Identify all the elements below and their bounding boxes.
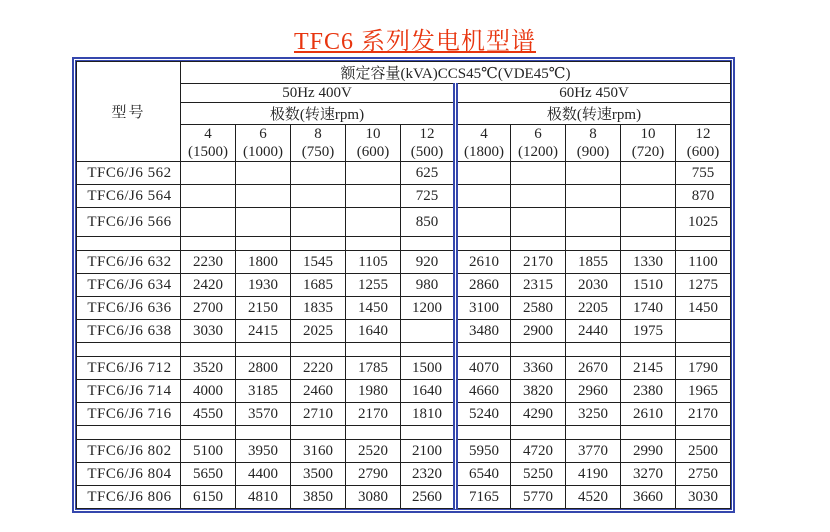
capacity-cell: 2315 [511,274,566,297]
capacity-cell [621,162,676,185]
capacity-cell [456,426,511,440]
pole-rpm: (1500) [188,144,228,160]
pole-header-cell [676,125,731,162]
pole-rpm: (720) [631,144,665,160]
capacity-cell: 2700 [181,297,236,320]
capacity-cell: 2170 [676,403,731,426]
capacity-cell [511,343,566,357]
capacity-cell [676,237,731,251]
capacity-cell: 4550 [181,403,236,426]
capacity-cell [181,185,236,208]
capacity-cell: 6150 [181,486,236,509]
capacity-cell [566,237,621,251]
capacity-cell [511,237,566,251]
capacity-cell [456,162,511,185]
capacity-cell: 1330 [621,251,676,274]
capacity-cell [676,426,731,440]
capacity-cell: 1785 [346,357,401,380]
capacity-cell: 4290 [511,403,566,426]
capacity-cell [346,343,401,357]
capacity-cell: 2170 [511,251,566,274]
capacity-cell: 2710 [291,403,346,426]
capacity-cell: 3030 [181,320,236,343]
pole-rpm: (1000) [243,144,283,160]
table-row [77,208,731,237]
pole-rpm: (1800) [464,144,504,160]
model-cell: TFC6/J6 636 [77,297,181,320]
capacity-cell: 625 [401,162,456,185]
capacity-cell [456,208,511,237]
capacity-cell [511,208,566,237]
pole-header-cell [181,125,236,162]
capacity-cell [291,343,346,357]
capacity-cell: 1930 [236,274,291,297]
capacity-cell: 3030 [676,486,731,509]
pole-header-cell [346,125,401,162]
spacer-row [77,343,731,357]
capacity-cell: 2170 [346,403,401,426]
pole-rpm: (500) [410,144,444,160]
capacity-cell: 3360 [511,357,566,380]
capacity-cell: 4190 [566,463,621,486]
pole-rpm: (600) [686,144,720,160]
pole-count: 12 [695,126,711,142]
capacity-cell: 2900 [511,320,566,343]
capacity-cell [291,208,346,237]
capacity-cell: 3270 [621,463,676,486]
capacity-cell: 1200 [401,297,456,320]
pole-count: 4 [204,126,212,142]
capacity-cell [181,237,236,251]
capacity-cell: 1835 [291,297,346,320]
capacity-cell [346,237,401,251]
capacity-cell [401,237,456,251]
capacity-cell [181,208,236,237]
capacity-cell: 3520 [181,357,236,380]
capacity-cell: 850 [401,208,456,237]
capacity-cell: 3250 [566,403,621,426]
capacity-cell: 1790 [676,357,731,380]
table-row [77,463,731,486]
model-cell [77,237,181,251]
header-row-capacity [77,62,731,84]
capacity-cell: 1105 [346,251,401,274]
capacity-cell: 2380 [621,380,676,403]
capacity-cell: 2670 [566,357,621,380]
capacity-cell: 1685 [291,274,346,297]
capacity-cell: 2100 [401,440,456,463]
model-cell: TFC6/J6 712 [77,357,181,380]
capacity-cell: 1450 [346,297,401,320]
capacity-cell: 2990 [621,440,676,463]
pole-count: 10 [640,126,656,142]
capacity-cell [346,185,401,208]
capacity-cell [291,237,346,251]
model-cell [77,426,181,440]
capacity-cell: 1640 [346,320,401,343]
pole-header-cell [401,125,456,162]
table-row [77,251,731,274]
model-cell: TFC6/J6 804 [77,463,181,486]
capacity-cell [456,343,511,357]
capacity-cell [236,208,291,237]
pole-header-cell [566,125,621,162]
capacity-cell: 1025 [676,208,731,237]
model-cell: TFC6/J6 564 [77,185,181,208]
table-row [77,380,731,403]
capacity-cell [566,208,621,237]
capacity-cell: 2220 [291,357,346,380]
capacity-cell: 2610 [621,403,676,426]
capacity-cell: 3500 [291,463,346,486]
capacity-cell: 3160 [291,440,346,463]
capacity-cell [511,162,566,185]
model-column-header: 型号 [77,62,181,162]
capacity-header: 额定容量(kVA)CCS45℃(VDE45℃) [181,62,731,84]
capacity-cell: 5250 [511,463,566,486]
capacity-cell [401,426,456,440]
capacity-cell: 1740 [621,297,676,320]
capacity-cell: 2500 [676,440,731,463]
capacity-cell: 2860 [456,274,511,297]
capacity-cell: 3100 [456,297,511,320]
table-row [77,440,731,463]
capacity-cell [236,185,291,208]
capacity-cell: 1450 [676,297,731,320]
capacity-cell: 4810 [236,486,291,509]
table-row [77,486,731,509]
capacity-cell: 3080 [346,486,401,509]
capacity-cell [236,343,291,357]
capacity-cell [181,162,236,185]
capacity-cell: 2230 [181,251,236,274]
capacity-cell [621,237,676,251]
capacity-cell: 5240 [456,403,511,426]
pole-header-cell [621,125,676,162]
capacity-cell: 1980 [346,380,401,403]
model-cell: TFC6/J6 566 [77,208,181,237]
generator-spec-table [76,61,731,509]
capacity-cell: 725 [401,185,456,208]
capacity-cell: 6540 [456,463,511,486]
pole-count: 10 [365,126,381,142]
capacity-cell: 3480 [456,320,511,343]
capacity-cell: 2560 [401,486,456,509]
poles-label-60hz: 极数(转速rpm) [456,103,731,125]
table-row [77,185,731,208]
capacity-cell: 980 [401,274,456,297]
capacity-cell: 3950 [236,440,291,463]
page-title: TFC6 系列发电机型谱 [293,29,536,55]
pole-count: 6 [259,126,267,142]
model-cell: TFC6/J6 802 [77,440,181,463]
capacity-cell: 3820 [511,380,566,403]
pole-header-cell [456,125,511,162]
capacity-cell [181,343,236,357]
capacity-cell: 3185 [236,380,291,403]
pole-count: 4 [480,126,488,142]
capacity-cell: 2960 [566,380,621,403]
capacity-cell [566,426,621,440]
capacity-cell: 1965 [676,380,731,403]
capacity-cell: 5100 [181,440,236,463]
spec-table-frame-inner [75,60,732,510]
model-cell: TFC6/J6 632 [77,251,181,274]
pole-count: 12 [419,126,435,142]
model-cell: TFC6/J6 634 [77,274,181,297]
model-cell: TFC6/J6 714 [77,380,181,403]
capacity-cell [346,162,401,185]
table-row [77,320,731,343]
capacity-cell: 1100 [676,251,731,274]
capacity-cell [346,426,401,440]
model-cell: TFC6/J6 716 [77,403,181,426]
capacity-cell [621,208,676,237]
capacity-cell: 920 [401,251,456,274]
pole-count: 8 [589,126,597,142]
capacity-cell: 5770 [511,486,566,509]
capacity-cell: 1975 [621,320,676,343]
capacity-cell: 2145 [621,357,676,380]
capacity-cell: 3660 [621,486,676,509]
table-row [77,403,731,426]
pole-count: 8 [314,126,322,142]
capacity-cell: 3770 [566,440,621,463]
capacity-cell: 2460 [291,380,346,403]
capacity-cell [566,343,621,357]
capacity-cell: 870 [676,185,731,208]
capacity-cell: 2420 [181,274,236,297]
capacity-cell [236,426,291,440]
table-row [77,162,731,185]
capacity-cell [181,426,236,440]
capacity-cell [621,343,676,357]
capacity-cell: 1810 [401,403,456,426]
model-cell: TFC6/J6 562 [77,162,181,185]
capacity-cell: 1510 [621,274,676,297]
pole-rpm: (1200) [518,144,558,160]
capacity-cell: 2750 [676,463,731,486]
spacer-row [77,237,731,251]
model-cell: TFC6/J6 806 [77,486,181,509]
table-row [77,357,731,380]
capacity-cell: 7165 [456,486,511,509]
pole-rpm: (900) [576,144,610,160]
capacity-cell [511,426,566,440]
capacity-cell: 2440 [566,320,621,343]
capacity-cell: 5650 [181,463,236,486]
spacer-row [77,426,731,440]
table-row [77,297,731,320]
pole-rpm: (600) [356,144,390,160]
pole-header-cell [511,125,566,162]
capacity-cell: 4660 [456,380,511,403]
capacity-cell: 2790 [346,463,401,486]
capacity-cell [566,185,621,208]
model-cell: TFC6/J6 638 [77,320,181,343]
capacity-cell: 755 [676,162,731,185]
capacity-cell: 4400 [236,463,291,486]
table-row [77,274,731,297]
capacity-cell [401,320,456,343]
capacity-cell [621,185,676,208]
capacity-cell: 2580 [511,297,566,320]
pole-rpm: (750) [301,144,335,160]
capacity-cell [456,185,511,208]
capacity-cell: 4000 [181,380,236,403]
capacity-cell: 2030 [566,274,621,297]
capacity-cell [511,185,566,208]
capacity-cell: 1275 [676,274,731,297]
capacity-cell [456,237,511,251]
capacity-cell: 2800 [236,357,291,380]
capacity-cell: 4520 [566,486,621,509]
poles-label-50hz: 极数(转速rpm) [181,103,456,125]
capacity-cell: 1640 [401,380,456,403]
capacity-cell: 2025 [291,320,346,343]
capacity-cell: 2205 [566,297,621,320]
capacity-cell: 3570 [236,403,291,426]
capacity-cell: 1545 [291,251,346,274]
capacity-cell [291,426,346,440]
capacity-cell [621,426,676,440]
capacity-cell [346,208,401,237]
capacity-cell: 2320 [401,463,456,486]
freq-header-60hz: 60Hz 450V [456,84,731,103]
capacity-cell [291,162,346,185]
capacity-cell: 5950 [456,440,511,463]
capacity-cell: 4720 [511,440,566,463]
capacity-cell: 1800 [236,251,291,274]
pole-header-cell [236,125,291,162]
capacity-cell: 3850 [291,486,346,509]
capacity-cell: 4070 [456,357,511,380]
capacity-cell [676,320,731,343]
capacity-cell: 1855 [566,251,621,274]
capacity-cell [566,162,621,185]
freq-header-50hz: 50Hz 400V [181,84,456,103]
capacity-cell: 2415 [236,320,291,343]
capacity-cell [401,343,456,357]
model-cell [77,343,181,357]
pole-header-cell [291,125,346,162]
capacity-cell [676,343,731,357]
capacity-cell [291,185,346,208]
capacity-cell: 2150 [236,297,291,320]
pole-count: 6 [534,126,542,142]
spec-table-frame [72,57,735,513]
capacity-cell: 1255 [346,274,401,297]
capacity-cell: 2610 [456,251,511,274]
capacity-cell: 1500 [401,357,456,380]
capacity-cell [236,162,291,185]
capacity-cell: 2520 [346,440,401,463]
capacity-cell [236,237,291,251]
